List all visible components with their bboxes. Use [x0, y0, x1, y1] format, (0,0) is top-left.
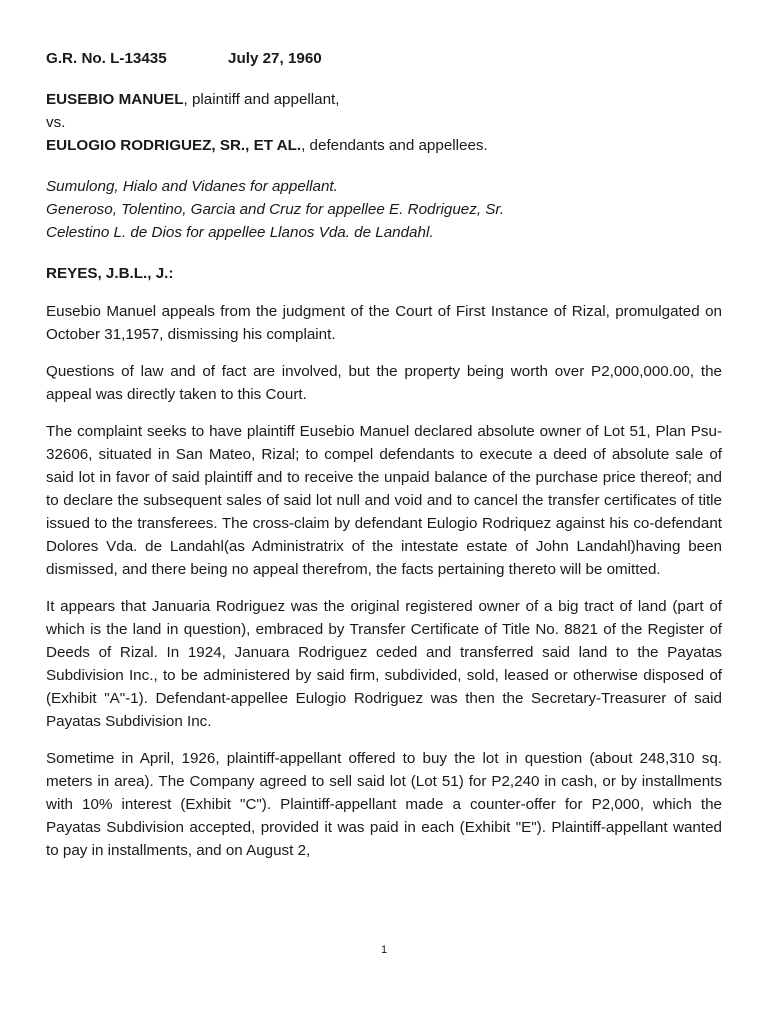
body-paragraph: Eusebio Manuel appeals from the judgment of the Court of First Instance of Rizal, promulgated on October 31,1957, dismissing his complaint.: [46, 303, 722, 344]
gr-number: G.R. No. L-13435: [46, 50, 167, 67]
versus: vs.: [46, 114, 66, 131]
body-paragraph: The complaint seeks to have plaintiff Eusebio Manuel declared absolute owner of Lot 51, Plan Psu-32606, situated in San Mateo, Rizal; to compel defendants to execute a deed of absolute sale of said lot in favor of said plaintiff and to receive the unpaid balance of the purchase price thereof; and to declare the subsequent sales of said lot null and void and to cancel the transfer certificates of title issued to the transferees. The cross-claim by defendant Eulogio Rodriquez against his co-defendant Dolores Vda. de Landahl(as Administratrix of the intestate estate of John Landahl)having been dismissed, and there being no appeal therefrom, the facts pertaining thereto will be omitted.: [46, 423, 722, 579]
case-caption: [46, 47, 722, 70]
plaintiff-role: , plaintiff and appellant,: [183, 91, 340, 108]
body-paragraph: Questions of law and of fact are involved, but the property being worth over P2,000,000.00, the appeal was directly taken to this Court.: [46, 363, 722, 404]
counsel-block: [46, 175, 722, 244]
decision-date: July 27, 1960: [228, 50, 322, 67]
plaintiff-line: [46, 88, 722, 111]
body-paragraph: It appears that Januaria Rodriguez was the original registered owner of a big tract of land (part of which is the land in question), embraced by Transfer Certificate of Title No. 8821 of the Register of Deeds of Rizal. In 1924, Januara Rodriguez ceded and transferred said land to the Payatas Subdivision Inc., to be administered by said firm, subdivided, sold, leased or otherwise disposed of (Exhibit "A"-1). Defendant-appellee Eulogio Rodriguez was then the Secretary-Treasurer of said Payatas Subdivision Inc.: [46, 598, 722, 731]
counsel-line: Sumulong, Hialo and Vidanes for appellant.: [46, 178, 338, 195]
plaintiff-name: EUSEBIO MANUEL: [46, 91, 184, 108]
defendant-role: , defendants and appellees.: [301, 137, 488, 154]
parties-block: [46, 88, 722, 157]
ponente: REYES, J.B.L., J.:: [46, 265, 174, 282]
document-body: [46, 47, 722, 862]
defendant-line: [46, 134, 722, 157]
defendant-name: EULOGIO RODRIGUEZ, SR., ET AL.: [46, 137, 302, 154]
page-number: 1: [380, 944, 388, 956]
counsel-line: Generoso, Tolentino, Garcia and Cruz for appellee E. Rodriguez, Sr.: [46, 201, 505, 218]
body-paragraph: Sometime in April, 1926, plaintiff-appellant offered to buy the lot in question (about 248,310 sq. meters in area). The Company agreed to sell said lot (Lot 51) for P2,240 in cash, or by installments with 10% interest (Exhibit "C"). Plaintiff-appellant made a counter-offer for P2,000, which the Payatas Subdivision accepted, provided it was paid in each (Exhibit "E"). Plaintiff-appellant wanted to pay in installments, and on August 2,: [46, 750, 722, 860]
counsel-line: Celestino L. de Dios for appellee Llanos Vda. de Landahl.: [46, 224, 434, 241]
